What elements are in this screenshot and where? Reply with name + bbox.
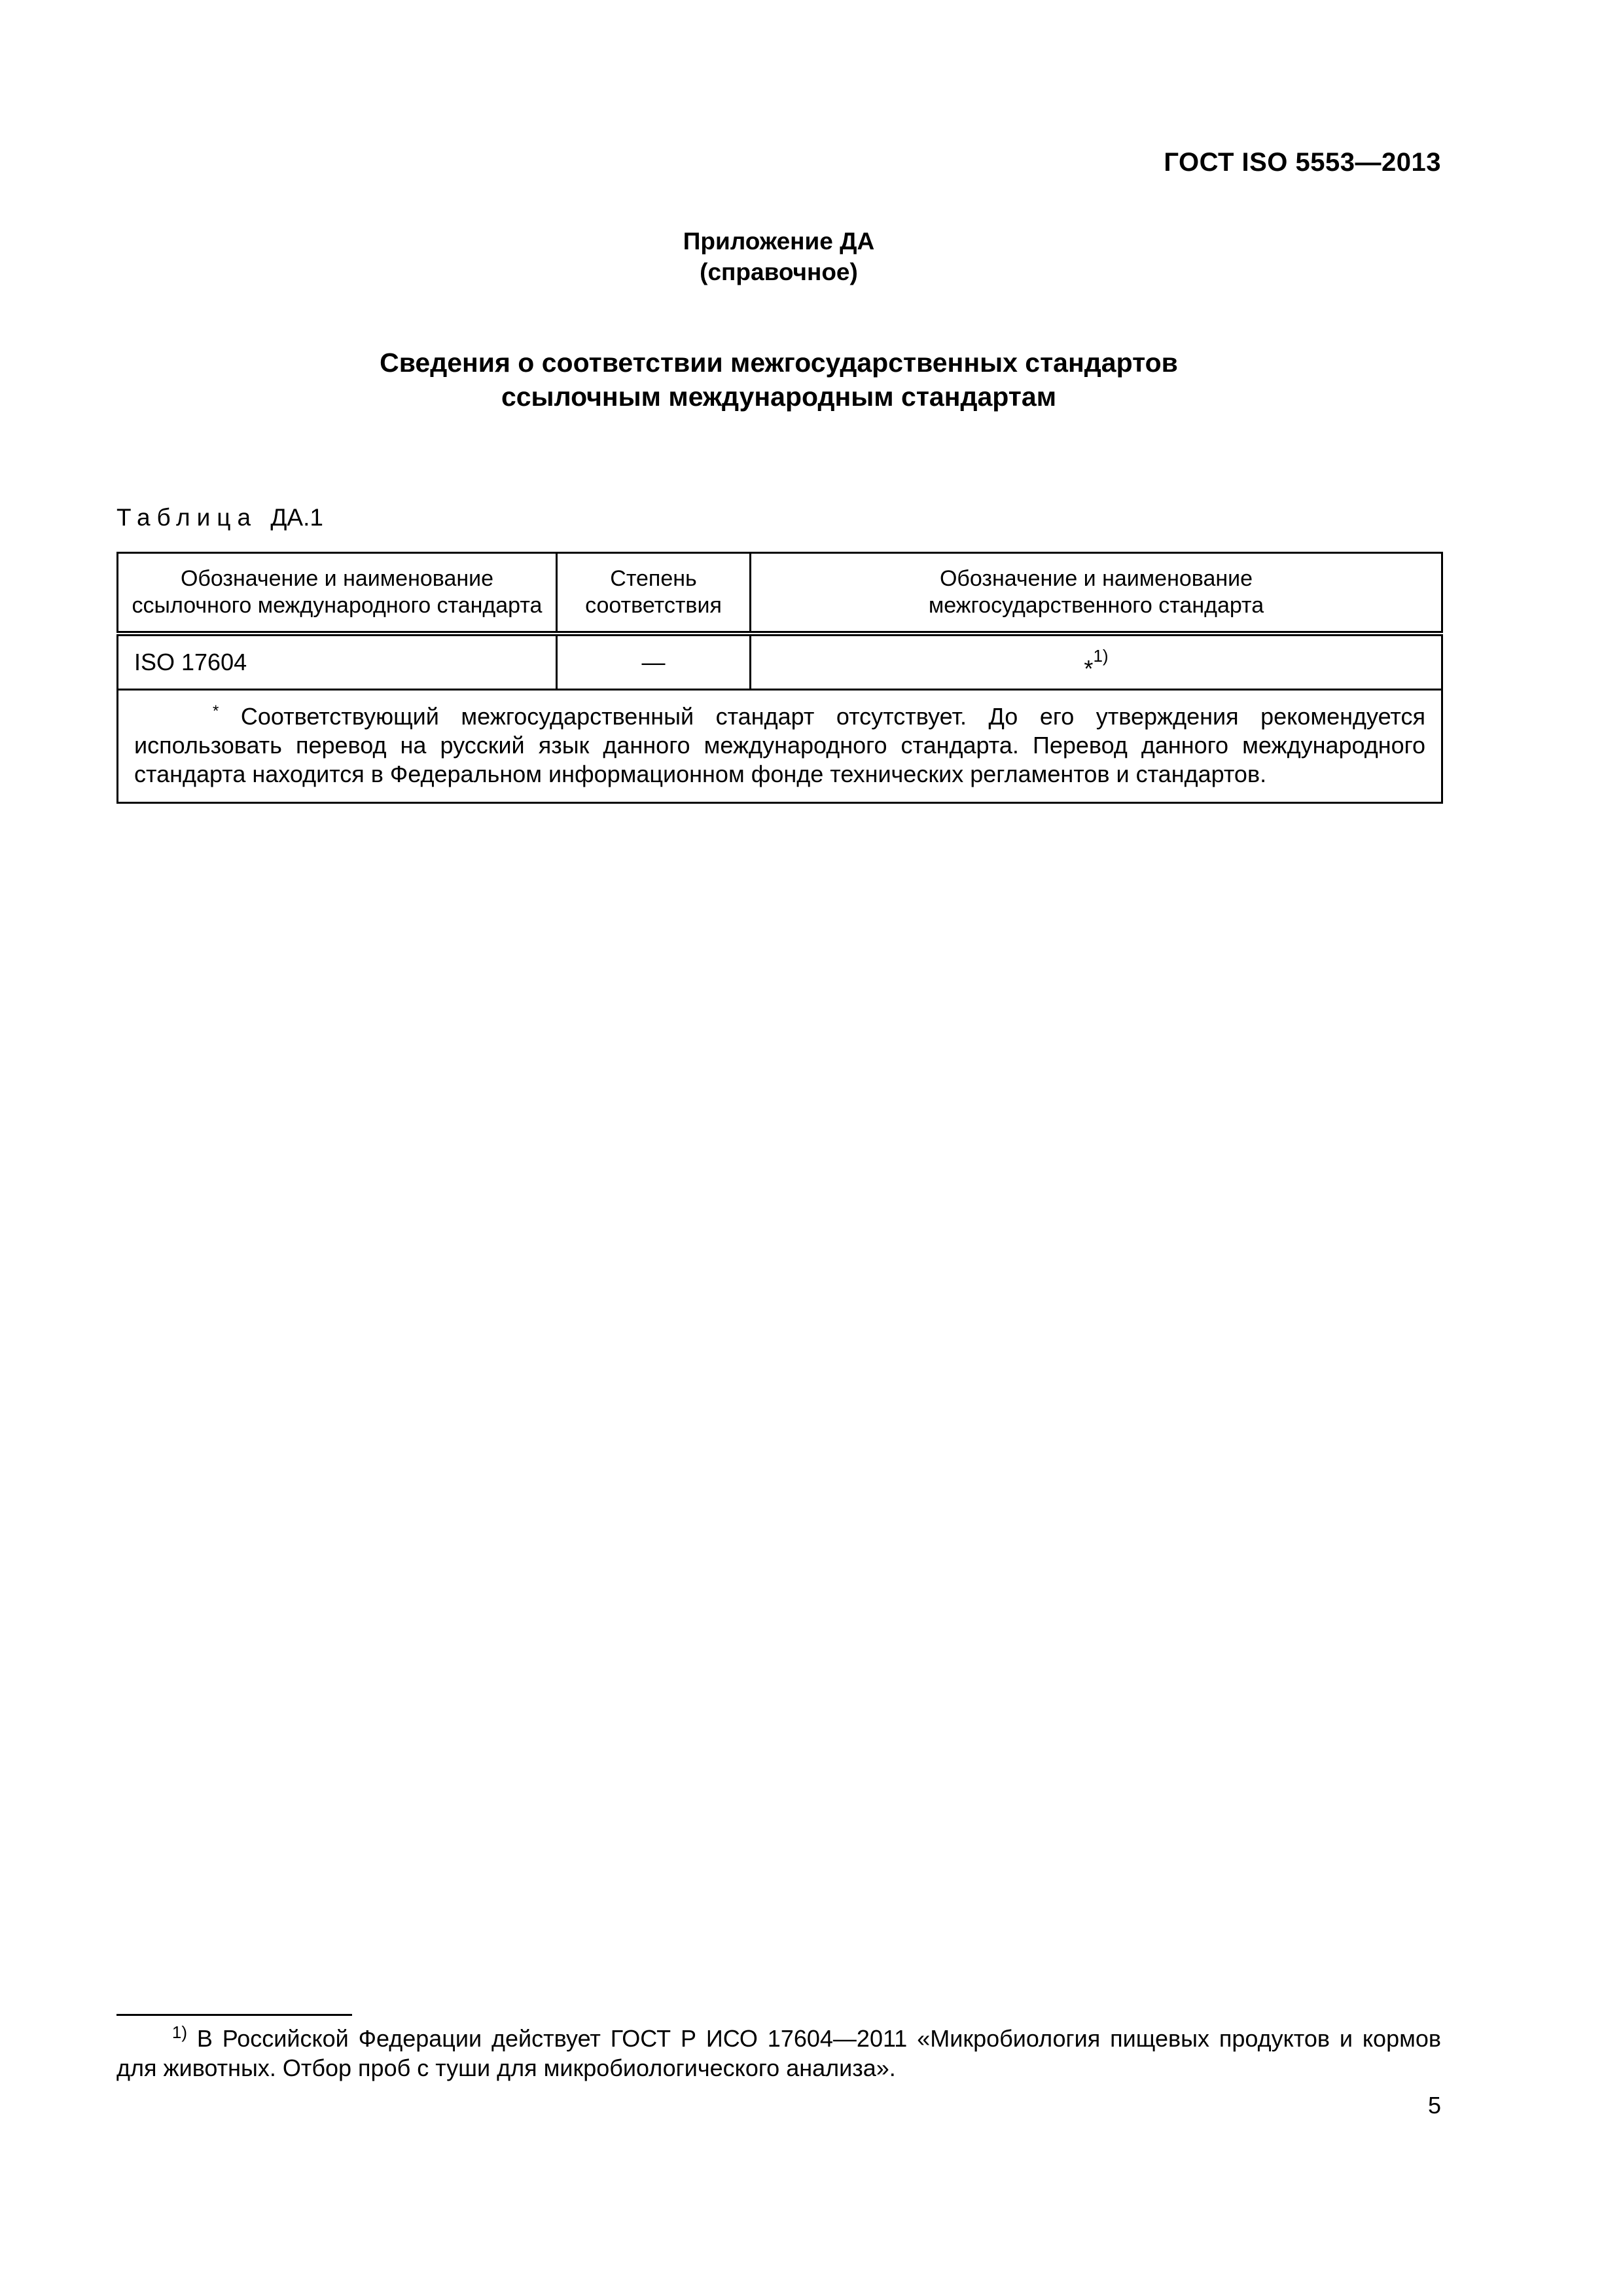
- footnote-text: В Российской Федерации действует ГОСТ Р ИСО 17604—2011 «Микробиология пищевых продуктов и кормов для животных. Отбор проб с туши для микробиологического анализа».: [116, 2025, 1441, 2081]
- note-text: Соответствующий межгосударственный стандарт отсутствует. До его утверждения рекомендуется использовать перевод на русский язык данного международного стандарта. Перевод данного международного стандарта находится в Федеральном информационном фонде технических регламентов и стандартов.: [134, 703, 1425, 787]
- table-caption-word: Таблица: [116, 504, 258, 531]
- header-text-line: Обозначение и наименование: [180, 566, 494, 591]
- section-title-line2: ссылочным международным стандартам: [501, 382, 1057, 412]
- table-caption: [116, 504, 323, 531]
- header-text-line: Степень: [610, 566, 697, 591]
- cell-degree: —: [557, 634, 751, 690]
- header-text-line: Обозначение и наименование: [939, 566, 1253, 591]
- footnote-reference: 1): [1093, 646, 1109, 666]
- table-row: [118, 634, 1442, 690]
- missing-standard-mark: *: [1084, 655, 1094, 682]
- header-text-line: межгосударственного стандарта: [928, 593, 1264, 618]
- header-international-standard: [118, 553, 557, 634]
- appendix-subtitle: (справочное): [700, 259, 858, 285]
- footnote: [116, 2024, 1441, 2083]
- appendix-heading: [0, 226, 1558, 287]
- table-note: [118, 690, 1442, 803]
- cell-international-standard: ISO 17604: [118, 634, 557, 690]
- section-title-line1: Сведения о соответствии межгосударственных стандартов: [380, 348, 1178, 378]
- table-header-row: [118, 553, 1442, 634]
- header-text-line: соответствия: [585, 593, 722, 618]
- header-interstate-standard: [751, 553, 1442, 634]
- header-text-line: ссылочного международного стандарта: [132, 593, 543, 618]
- page-number: 5: [1427, 2092, 1441, 2119]
- section-title: [0, 346, 1558, 414]
- table-note-row: [118, 690, 1442, 803]
- footnote-divider: [116, 2014, 352, 2016]
- footnote-marker: 1): [171, 2022, 187, 2042]
- table-caption-number: ДА.1: [270, 504, 323, 531]
- header-degree: [557, 553, 751, 634]
- cell-interstate-standard: [751, 634, 1442, 690]
- appendix-title: Приложение ДА: [683, 228, 875, 255]
- note-marker: *: [213, 702, 219, 720]
- document-code: ГОСТ ISO 5553—2013: [1164, 148, 1441, 177]
- correspondence-table: [116, 552, 1443, 804]
